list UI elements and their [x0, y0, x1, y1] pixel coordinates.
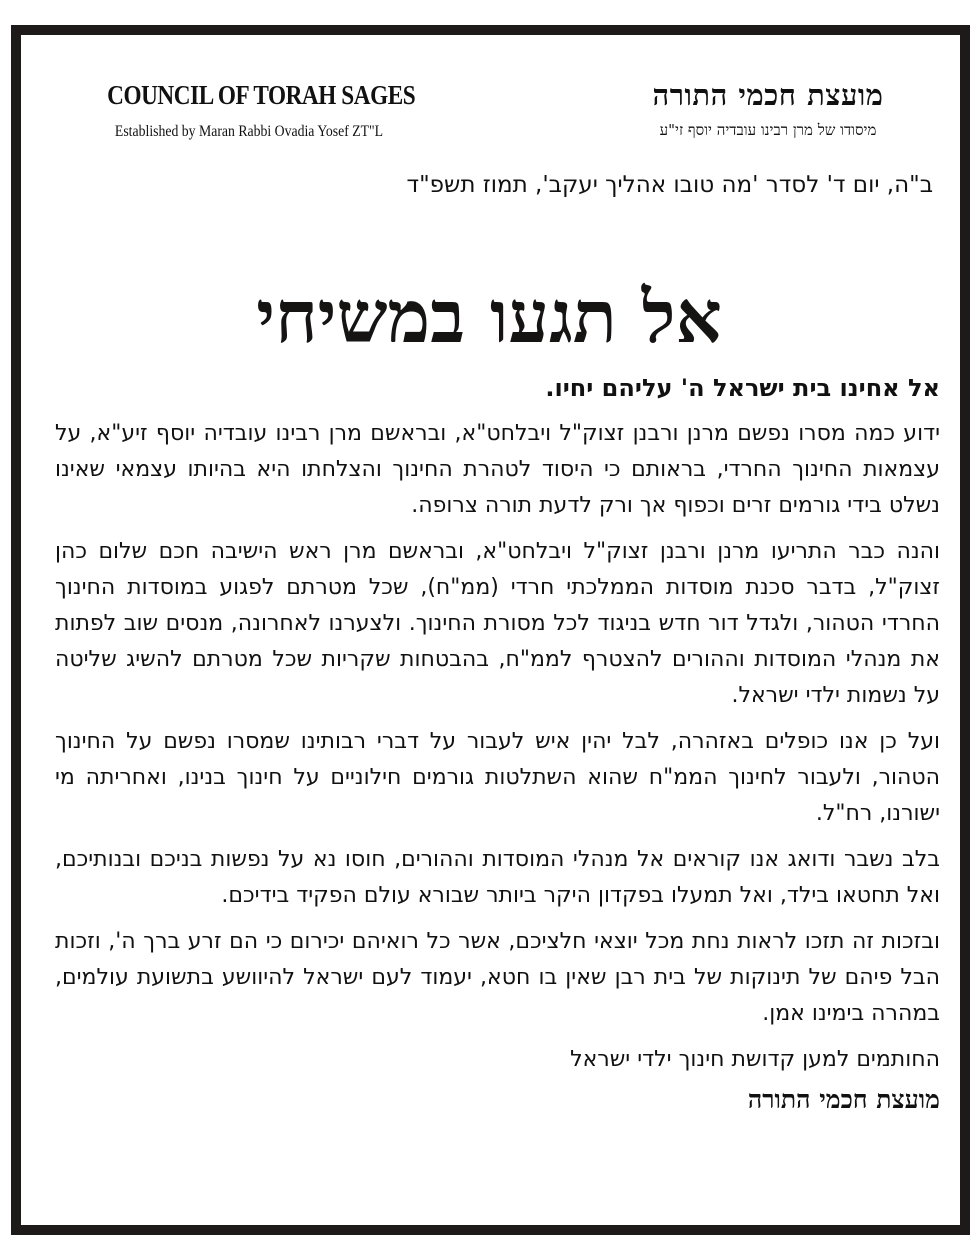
organization-subtitle-english: Established by Maran Rabbi Ovadia Yosef ZT"L — [114, 123, 384, 140]
header-hebrew — [603, 78, 933, 140]
header-english — [84, 80, 414, 141]
page-title: אל תגעו במשיחי — [256, 274, 722, 359]
organization-subtitle-hebrew: מיסודו של מרן רבינו עובדיה יוסף זי"ע — [659, 121, 877, 139]
paragraph-5: ובזכות זה תזכו לראות נחת מכל יוצאי חלציכם, אשר כל רואיהם יכירום כי הם זרע ברך ה', וזכות הבל פיהם של תינוקות של בית רבן שאין בו חטא, יעמוד לעם ישראל להיוושע בתשועת עולמים, במהרה בימינו אמן. — [55, 929, 940, 1026]
paragraph-2: והנה כבר התריעו מרנן ורבנן זצוק"ל ויבלחט"א, ובראשם מרן ראש הישיבה חכם שלום כהן זצוק"ל, בדבר סכנת מוסדות הממלכתי חרדי (ממ"ח), שכל מטרתם לפגוע במוסדות החינוך החרדי הטהור, ולגדל דור חדש בניגוד לכל מסורת החינוך. ולצערנו לאחרונה, מנסים שוב לפתות את מנהלי המוסדות וההורים להצטרף לממ"ח, בהבטחות שקריות שכל מטרתם להשיג שליטה על נשמות ילדי ישראל. — [55, 539, 940, 708]
paragraph-4: בלב נשבר ודואג אנו קוראים אל מנהלי המוסדות וההורים, חוסו נא על נפשות בניכם ובנותיכם, ואל תחטאו בילד, ואל תמעלו בפקדון היקר ביותר שבורא עולם הפקיד בידיכם. — [55, 847, 940, 908]
salutation: אל אחינו בית ישראל ה' עליהם יחיו. — [545, 374, 940, 402]
dateline: ב"ה, יום ד' לסדר 'מה טובו אהליך יעקב', תמוז תשפ"ד — [406, 172, 933, 198]
paragraph-1: ידוע כמה מסרו נפשם מרנן ורבנן זצוק"ל ויבלחט"א, ובראשם מרן רבינו עובדיה יוסף זיע"א, על עצמאות החינוך החרדי, בראותם כי היסוד לטהרת החינוך והצלחתו היא בהיותו עצמאי שאינו נשלט בידי גורמים זרים וכפוף אך ורק לדעת תורה צרופה. — [55, 421, 940, 518]
paragraph-3: ועל כן אנו כופלים באזהרה, לבל יהין איש לעבור על דברי רבותינו שמסרו נפשם על החינוך הטהור, ולעבור לחינוך הממ"ח שהוא השתלטות גורמים חילוניים על חינוך בנינו, ואחריתה מי ישורנו, רח"ל. — [55, 729, 940, 826]
letter-body — [55, 370, 940, 1118]
organization-name-english: COUNCIL OF TORAH SAGES — [107, 80, 416, 110]
signature-line: החותמים למען קדושת חינוך ילדי ישראל — [570, 1047, 940, 1072]
signature-organization: מועצת חכמי התורה — [747, 1085, 940, 1114]
organization-name-hebrew: מועצת חכמי התורה — [652, 78, 884, 112]
